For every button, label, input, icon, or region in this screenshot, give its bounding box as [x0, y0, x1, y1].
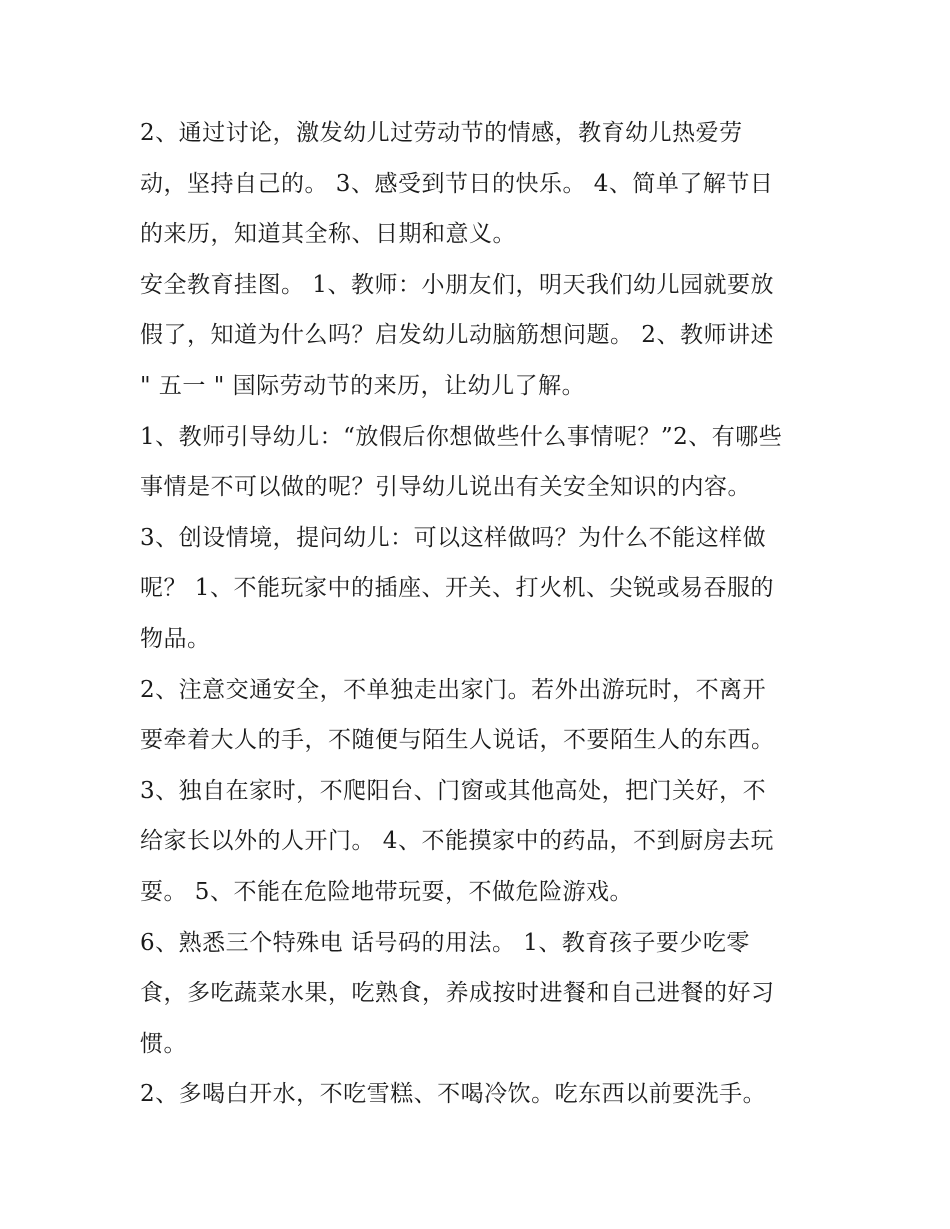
document-body — [140, 108, 820, 1120]
text-line: 2、注意交通安全，不单独走出家门。若外出游玩时，不离开 — [140, 676, 767, 703]
text-line: 1、教师引导幼儿：“放假后你想做些什么事情呢？”2、有哪些 — [140, 423, 783, 450]
text-line: 给家长以外的人开门。 4、不能摸家中的药品，不到厨房去玩 — [140, 828, 774, 855]
text-line: 呢？ 1、不能玩家中的插座、开关、打火机、尖锐或易吞服的 — [140, 575, 774, 602]
text-line: 假了，知道为什么吗？启发幼儿动脑筋想问题。 2、教师讲述 — [140, 322, 774, 349]
text-line: 要牵着大人的手，不随便与陌生人说话，不要陌生人的东西。 — [140, 727, 775, 754]
text-line: 耍。 5、不能在危险地带玩耍，不做危险游戏。 — [140, 878, 633, 905]
text-line: 物品。 — [140, 625, 211, 652]
text-line: " 五一 " 国际劳动节的来历，让幼儿了解。 — [140, 372, 586, 399]
text-line: 2、通过讨论，激发幼儿过劳动节的情感，教育幼儿热爱劳 — [140, 120, 743, 146]
text-line: 事情是不可以做的呢？引导幼儿说出有关安全知识的内容。 — [140, 474, 751, 501]
text-line: 安全教育挂图。 1、教师：小朋友们，明天我们幼儿园就要放 — [140, 271, 774, 298]
text-line: 2、多喝白开水，不吃雪糕、不喝冷饮。吃东西以前要洗手。 — [140, 1081, 767, 1108]
text-line: 惯。 — [140, 1030, 187, 1057]
text-line: 3、创设情境，提问幼儿：可以这样做吗？为什么不能这样做 — [140, 524, 767, 551]
text-line: 动，坚持自己的。 3、感受到节日的快乐。 4、简单了解节日 — [140, 170, 774, 197]
text-line: 食，多吃蔬菜水果，吃熟食，养成按时进餐和自己进餐的好习 — [140, 980, 775, 1007]
text-line: 的来历，知道其全称、日期和意义。 — [140, 221, 516, 248]
text-line: 3、独自在家时，不爬阳台、门窗或其他高处，把门关好，不 — [140, 777, 767, 804]
text-line: 6、熟悉三个特殊电 话号码的用法。 1、教育孩子要少吃零 — [140, 929, 750, 956]
